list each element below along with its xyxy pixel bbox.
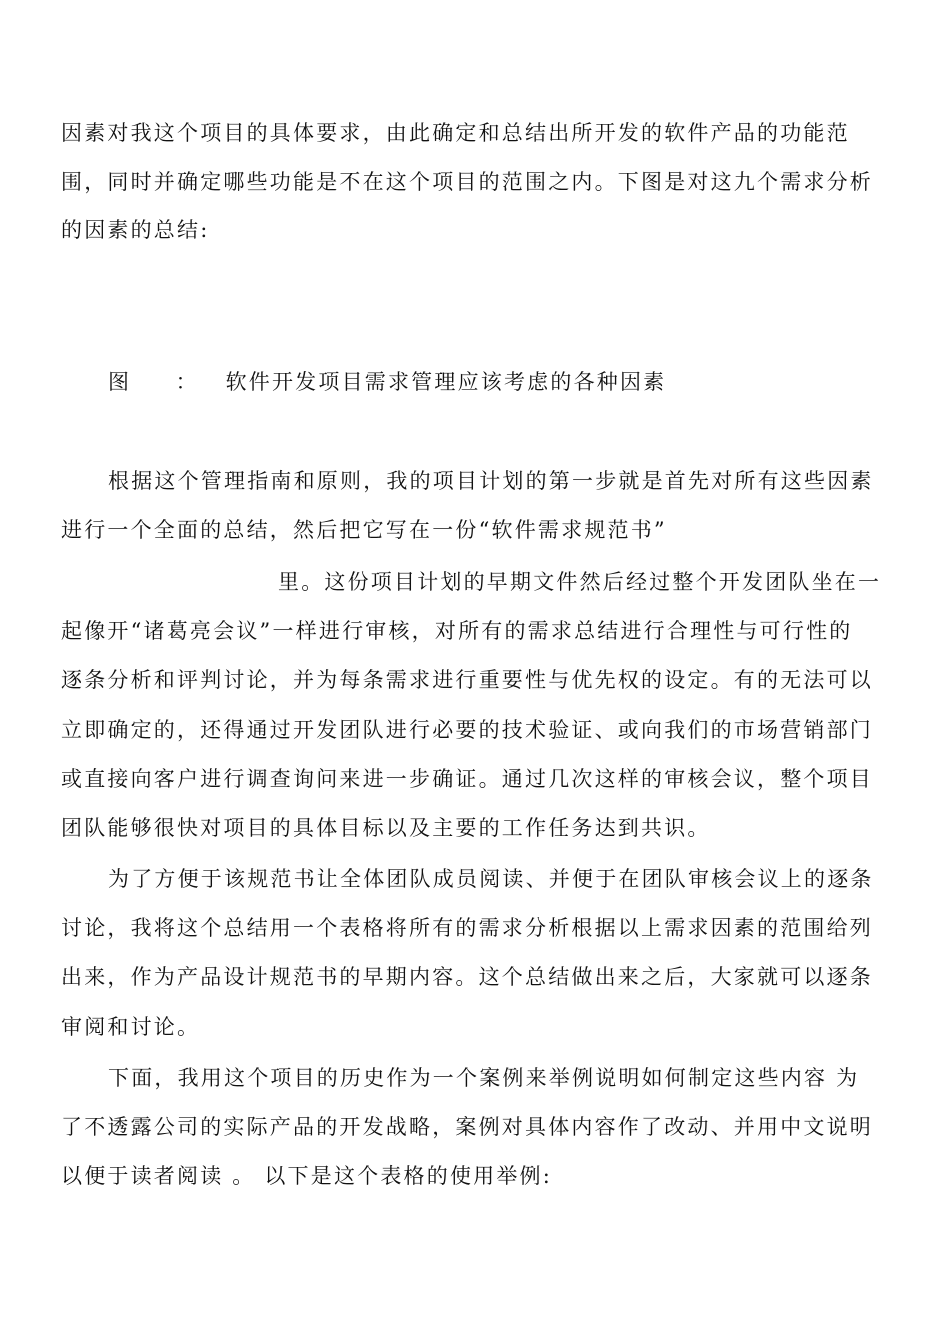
figure-label: 图 ： <box>108 370 217 394</box>
intro-line-2: 围，同时并确定哪些功能是不在这个项目的范围之内。下图是对这九个需求分析 <box>61 170 873 194</box>
plan-line-6: 立即确定的，还得通过开发团队进行必要的技术验证、或向我们的市场营销部门 <box>61 718 873 742</box>
table-line-3: 出来，作为产品设计规范书的早期内容。这个总结做出来之后，大家就可以逐条 <box>61 965 873 989</box>
plan-line-7: 或直接向客户进行调查询问来进一步确证。通过几次这样的审核会议，整个项目 <box>61 767 873 791</box>
plan-line-2: 进行一个全面的总结，然后把它写在一份“软件需求规范书” <box>61 518 667 542</box>
table-line-1: 为了方便于该规范书让全体团队成员阅读、并便于在团队审核会议上的逐条 <box>108 867 874 891</box>
case-line-3: 以便于读者阅读 。 以下是这个表格的使用举例: <box>61 1164 553 1188</box>
plan-line-5: 逐条分析和评判讨论，并为每条需求进行重要性与优先权的设定。有的无法可以 <box>61 668 873 692</box>
table-line-4: 审阅和讨论。 <box>61 1015 201 1039</box>
intro-line-3: 的因素的总结: <box>61 218 210 242</box>
plan-line-1: 根据这个管理指南和原则，我的项目计划的第一步就是首先对所有这些因素 <box>108 469 874 493</box>
table-line-2: 讨论，我将这个总结用一个表格将所有的需求分析根据以上需求因素的范围给列 <box>61 916 873 940</box>
figure-caption-text: 软件开发项目需求管理应该考虑的各种因素 <box>225 370 667 394</box>
case-line-2: 了不透露公司的实际产品的开发战略，案例对具体内容作了改动、并用中文说明 <box>61 1115 873 1139</box>
case-line-1: 下面，我用这个项目的历史作为一个案例来举例说明如何制定这些内容 为 <box>108 1066 860 1090</box>
plan-line-4: 起像开“诸葛亮会议”一样进行审核，对所有的需求总结进行合理性与可行性的 <box>61 619 853 643</box>
intro-line-1: 因素对我这个项目的具体要求，由此确定和总结出所开发的软件产品的功能范 <box>61 121 850 145</box>
plan-line-3: 里。这份项目计划的早期文件然后经过整个开发团队坐在一 <box>278 570 882 594</box>
plan-line-8: 团队能够很快对项目的具体目标以及主要的工作任务达到共识。 <box>61 816 711 840</box>
figure-caption <box>108 368 666 396</box>
